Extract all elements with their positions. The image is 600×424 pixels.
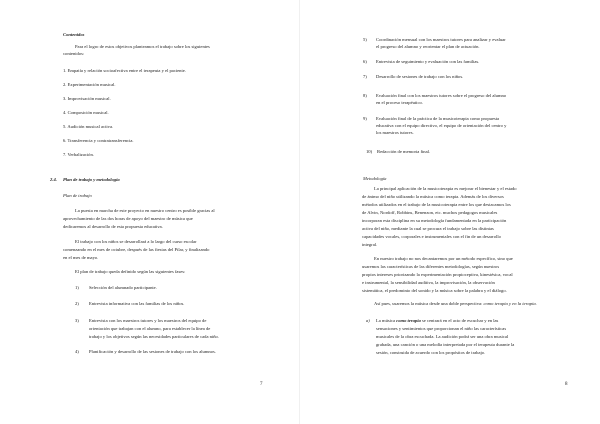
metod-para1-line-6: activa del niño, mediante la cual se procura el trabajo sobre las distintas: [362, 226, 494, 231]
plan-para2-line-3: en el mes de mayo.: [63, 255, 99, 260]
item-a-line-2: sensaciones y sentimientos que proporcionan el niño las características: [376, 326, 507, 331]
plan-para1-line-1: La puesta en marcha de este proyecto en nuestro centro es posible gracias al: [75, 208, 215, 213]
plan-para1-line-3: dedicaremos al desarrollo de esta propuesta educativa.: [63, 224, 163, 229]
plan-para2-line-1: El trabajo con los niños se desarrollará a lo largo del curso escolar: [75, 239, 197, 244]
phase-4-num: 4): [75, 349, 79, 354]
metod-para3-prefix: Así pues, usaremos la música desde una doble perspectiva:: [374, 301, 483, 306]
phase-3-line-2: orientación que trabajan con el alumno, para establecer la línea de: [89, 326, 211, 331]
plan-para1-line-2: aprovechamiento de las dos horas de apoyo del maestro de música que: [63, 216, 193, 221]
contenidos-item-5: 5. Audición musical activa.: [63, 124, 114, 129]
page-number-right: 8: [565, 382, 568, 387]
phase-1-text: Selección del alumnado participante.: [89, 285, 157, 290]
phase-5-num: 5): [363, 37, 367, 42]
metod-para2-line-2: usaremos las características de las diferentes metodologías, según nuestros: [362, 264, 500, 269]
contenidos-item-4: 4. Composición musical.: [63, 110, 109, 115]
metod-para2-line-4: e instrumental, la sensibilidad auditiva, la improvisación, la observación: [362, 280, 495, 285]
item-a-start: La música: [376, 318, 396, 323]
item-a-line-3: musicales de la obra escuchada. La audición podrá ser una obra musical: [376, 334, 509, 339]
item-a-label: a): [366, 318, 370, 323]
section-number: 2.4.: [50, 177, 57, 182]
contenidos-heading: Contenidos: [63, 32, 85, 37]
metod-para2-line-1: En nuestro trabajo no nos decantaremos por un método específico, sino que: [374, 256, 513, 261]
item-a-emph: como terapia: [396, 318, 421, 323]
item-a-line-1: [376, 318, 570, 325]
phase-10-num: 10): [366, 149, 373, 154]
phase-2-num: 2): [75, 301, 79, 306]
phase-10-text: Redacción de memoria final.: [377, 149, 431, 154]
contenidos-item-7: 7. Verbalización.: [63, 152, 94, 157]
section-title: Plan de trabajo y metodología: [63, 177, 120, 182]
phase-3-num: 3): [75, 318, 79, 323]
phase-8-num: 8): [363, 93, 367, 98]
plan-para2-line-2: comenzando en el mes de octubre, después de las fiestas del Pilar, y finalizando: [63, 247, 210, 252]
phase-9-line-2: educativa con el equipo directivo, el equipo de orientación del centro y: [376, 123, 507, 128]
contenidos-item-1: 1. Empatía y relación socioafectiva entre el terapeuta y el paciente.: [63, 68, 186, 73]
phase-3-line-3: trabajo y los objetivos según las necesidades particulares de cada niño.: [89, 334, 219, 339]
contenidos-item-6: 6. Transferencia y contratransferencia.: [63, 138, 134, 143]
phase-3-line-1: Entrevista con los maestros tutores y los maestros del equipo de: [89, 318, 207, 323]
plan-para3: El plan de trabajo queda definido según las siguientes fases:: [75, 269, 186, 274]
phase-4-text: Planificación y desarrollo de las sesiones de trabajo con los alumnos.: [89, 349, 216, 354]
phase-5-line-2: el progreso del alumno y reorientar el plan de actuación.: [376, 44, 480, 49]
metod-para2-line-3: propios intereses priorizando la experimentación propioceptiva, kinestésica, vocal: [362, 272, 513, 277]
phase-6-text: Entrevista de seguimiento y evaluación con las familias.: [376, 59, 480, 64]
phase-8-line-2: en el proceso terapéutico.: [376, 100, 423, 105]
metod-para1-line-1: La principal aplicación de la musicoterapia es mejorar el bienestar y el estado: [374, 186, 517, 191]
metodologia-subheading: Metodología: [363, 176, 387, 181]
page-number-left: 7: [260, 382, 263, 387]
item-a-rest: se centrará en el acto de escuchar y en las: [421, 318, 499, 323]
plan-subheading: Plan de trabajo: [63, 193, 92, 198]
phase-8-line-1: Evaluación final con los maestros tutores sobre el progreso del alumno: [376, 93, 507, 98]
phase-5-line-1: Coordinación mensual con los maestros tutores para analizar y evaluar: [376, 37, 506, 42]
contenidos-item-3: 3. Improvisación musical.: [63, 96, 111, 101]
metod-para3: [362, 301, 570, 308]
phase-9-line-1: Evaluación final de la práctica de la musicoterapia como propuesta: [376, 116, 500, 121]
metod-para1-line-8: integral.: [362, 242, 378, 247]
item-a-line-4: grabada, una canción o una melodía interpretada por el terapeuta durante la: [376, 342, 515, 347]
metod-para1-line-7: capacidades vocales, corporales e instrumentales con el fin de un desarrollo: [362, 234, 501, 239]
contenidos-intro-line-2: contenidos:: [63, 51, 85, 56]
metod-para1-line-4: de Alvin, Nordoff, Robbins, Benenzon, etc. muchos pedagogos musicales: [362, 210, 498, 215]
phase-1-num: 1): [75, 285, 79, 290]
phase-2-text: Entrevista informativa con las familias de los niños.: [89, 301, 185, 306]
phase-7-num: 7): [363, 74, 367, 79]
metod-para1-line-2: de ánimo del niño utilizando la música como terapia. Además de los diversos: [362, 194, 504, 199]
phase-7-text: Desarrollo de sesiones de trabajo con los niños.: [376, 74, 464, 79]
metod-para2-line-5: sistemática, el predominio del sonido y la música sobre la palabra y el diálogo.: [362, 288, 507, 293]
metod-para1-line-5: incorporan esta disciplina en su metodología fundamentada en la participación: [362, 218, 507, 223]
phase-6-num: 6): [363, 59, 367, 64]
phase-9-num: 9): [363, 116, 367, 121]
phase-9-line-3: los maestros tutores.: [376, 130, 414, 135]
contenidos-intro-line-1: Para el logro de estos objetivos planteamos el trabajo sobre los siguientes: [75, 44, 210, 49]
metod-para3-emph: como terapia y en la terapia.: [483, 301, 537, 306]
contenidos-item-2: 2. Experimentación musical.: [63, 82, 116, 87]
item-a-line-5: sesión, construida de acuerdo con los propósitos de trabajo.: [376, 350, 486, 355]
metod-para1-line-3: métodos utilizados en el trabajo de la musicoterapia entre los que destacamos los: [362, 202, 511, 207]
